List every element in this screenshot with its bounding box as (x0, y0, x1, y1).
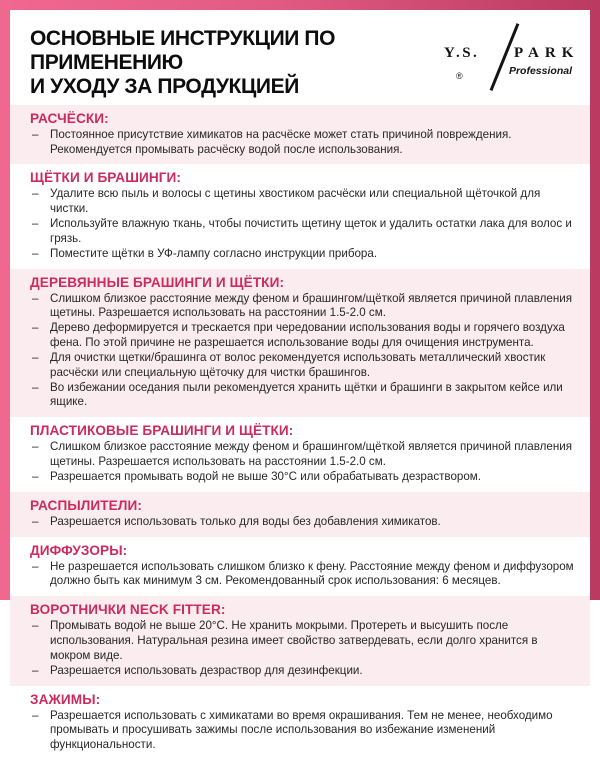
bullet-dash: – (32, 708, 39, 722)
bullet-dash: – (32, 619, 39, 633)
section-heading: ДИФФУЗОРЫ: (30, 542, 128, 558)
care-section (10, 492, 590, 537)
bullet-text: Дерево деформируется и трескается при чередовании использования воды и горячего воздуха фена. По этой причине не разрешается использование воды для очищения инструмента. (50, 321, 565, 350)
bullet-item (30, 321, 578, 351)
bullet-text: Для очистки щетки/брашинга от волос рекомендуется использовать металлический хвостик расчёски или специальную щёточку для чистки брашингов. (50, 350, 546, 379)
care-section (10, 164, 590, 268)
logo-professional-text: Professional (508, 65, 572, 77)
care-section (10, 686, 590, 760)
bullet-text: Во избежании оседания пыли рекомендуется хранить щётки и брашинги в закрытом кейсе или ящике. (50, 380, 563, 409)
bullet-text: Удалите всю пыль и волосы с щетины хвостиком расчёски или специальной щёточкой для чистки. (50, 187, 541, 216)
bullet-dash: – (32, 127, 39, 141)
bullet-item (30, 187, 578, 217)
bullet-item (30, 560, 578, 590)
section-heading: РАСЧЁСКИ: (30, 110, 109, 126)
bullet-dash: – (32, 291, 39, 305)
bullet-item (30, 292, 578, 322)
bullet-text: Разрешается использовать дезраствор для дезинфекции. (50, 663, 363, 677)
bullet-text: Слишком близкое расстояние между феном и брашингом/щёткой является причиной плавления щетины. Разрешается использовать на расстоянии 1.5-2.0 см. (50, 440, 572, 469)
care-section (10, 596, 590, 685)
bullet-item (30, 619, 578, 663)
section-heading: ПЛАСТИКОВЫЕ БРАШИНГИ И ЩЁТКИ: (30, 423, 294, 439)
bullet-text: Слишком близкое расстояние между феном и брашингом/щёткой является причиной плавления щетины. Разрешается использовать на расстоянии 1.5-2.0 см. (50, 291, 572, 320)
page-title-line1: ОСНОВНЫЕ ИНСТРУКЦИИ ПО ПРИМЕНЕНИЮ (30, 27, 336, 74)
care-section (10, 269, 590, 418)
bullet-item (30, 351, 578, 381)
bullet-text: Разрешается промывать водой не выше 30°C или обрабатывать дезраствором. (50, 469, 481, 483)
care-section (10, 105, 590, 165)
bullet-dash: – (32, 663, 39, 677)
bullet-item (30, 217, 578, 247)
bullet-text: Разрешается использовать с химикатами во время окрашивания. Тем не менее, необходимо промывать и просушивать зажимы после использования во избежание изменений функциональности. (50, 708, 553, 752)
bullet-text: Используйте влажную ткань, чтобы почистить щетину щеток и удалить остатки лака для волос и грязь. (50, 217, 572, 245)
bullet-text: Промывать водой не выше 20°C. Не хранить мокрыми. Протереть и высушить после использования. Натуральная резина имеет свойство затвердевать, если долго хранится в мокром виде. (50, 619, 538, 662)
bullet-dash: – (32, 380, 39, 394)
bullet-dash: – (32, 514, 39, 528)
bullet-text: Разрешается использовать только для воды без добавления химикатов. (50, 514, 441, 528)
bullet-item (30, 247, 578, 262)
section-heading: ВОРОТНИЧКИ NECK FITTER: (30, 602, 226, 618)
bullet-dash: – (32, 246, 39, 260)
bullet-item (30, 470, 578, 485)
bullet-dash: – (32, 217, 39, 231)
section-heading: ДЕРЕВЯННЫЕ БРАШИНГИ И ЩЁТКИ: (30, 274, 285, 290)
page-title (30, 27, 444, 99)
ys-park-logo (444, 29, 580, 87)
section-heading: РАСПЫЛИТЕЛИ: (30, 497, 142, 513)
section-heading: ЗАЖИМЫ: (30, 691, 101, 707)
bullet-item (30, 128, 578, 158)
bullet-dash: – (32, 440, 39, 454)
bullet-item (30, 440, 578, 470)
bullet-text: Постоянное присутствие химикатов на расчёске может стать причиной повреждения. Рекомендуется промывать расчёску водой после использования. (50, 127, 512, 156)
sections-list (10, 105, 590, 760)
bullet-item (30, 664, 578, 679)
page-title-line2: И УХОДУ ЗА ПРОДУКЦИЕЙ (30, 74, 299, 98)
logo-park-text: PARK (514, 45, 580, 61)
registered-trademark-icon: ® (456, 71, 463, 81)
bullet-dash: – (32, 321, 39, 335)
care-section (10, 537, 590, 597)
bullet-item (30, 381, 578, 411)
bullet-item (30, 515, 578, 530)
bullet-dash: – (32, 559, 39, 573)
care-section (10, 417, 590, 491)
section-heading: ЩЁТКИ И БРАШИНГИ: (30, 170, 182, 186)
bullet-dash: – (32, 187, 39, 201)
instruction-sheet (10, 10, 590, 752)
logo-ys-text: Y.S. (444, 45, 480, 61)
bullet-text: Не разрешается использовать слишком близко к фену. Расстояние между феном и диффузором должно быть как минимум 3 см. Рекомендованный срок использования: 6 месяцев. (50, 559, 574, 588)
header (10, 10, 590, 105)
bullet-text: Поместите щётки в УФ-лампу согласно инструкции прибора. (50, 246, 378, 260)
bullet-item (30, 709, 578, 753)
bullet-dash: – (32, 469, 39, 483)
bullet-dash: – (32, 350, 39, 364)
